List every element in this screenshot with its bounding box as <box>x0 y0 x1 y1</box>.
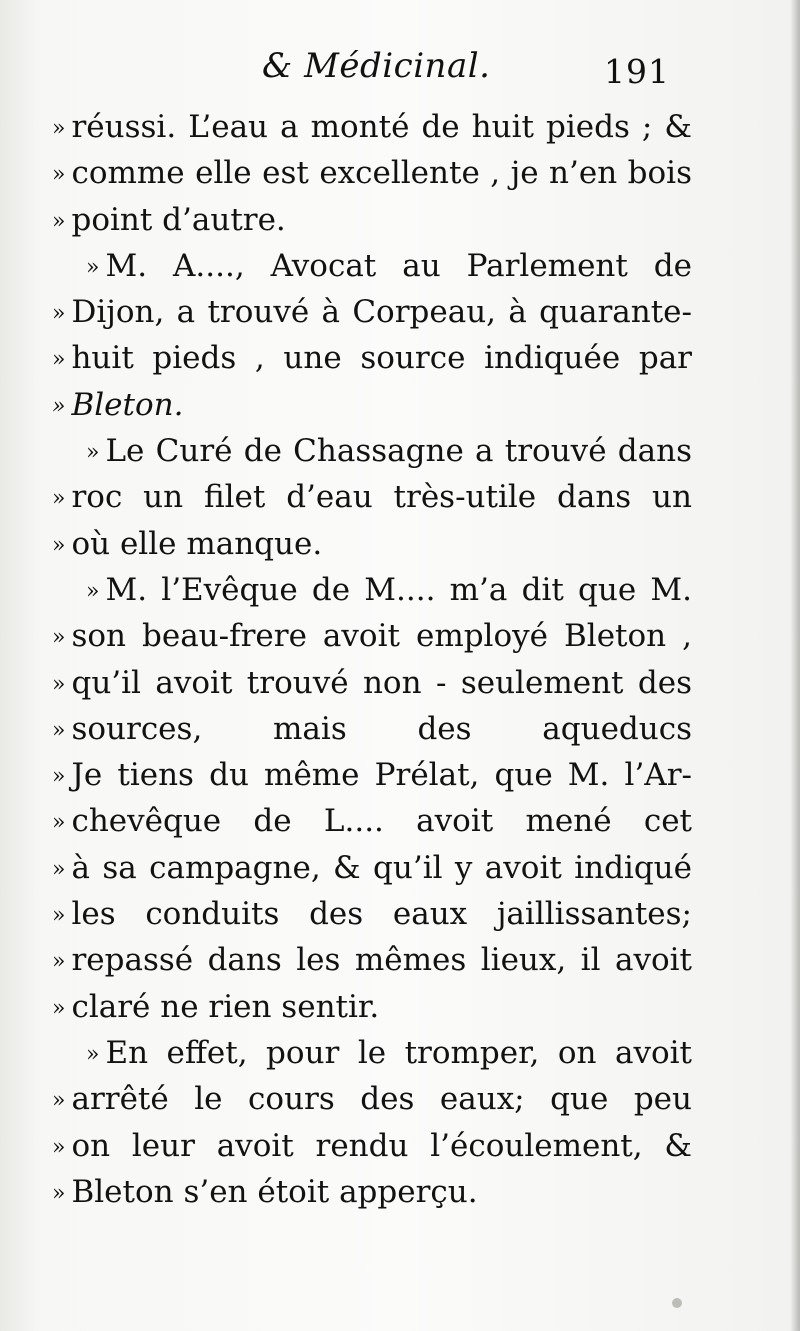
text-line: » arrêté le cours des eaux; que peu <box>52 1081 692 1118</box>
text-line: » réussi. L’eau a monté de huit pieds ; & <box>52 109 692 145</box>
text-line: » En effet, pour le tromper, on avoit <box>86 1034 692 1071</box>
text-line: » Je tiens du même Prélat, que M. l’Ar- <box>52 757 692 794</box>
text-line: » Bleton. <box>52 386 184 423</box>
text-line: » son beau-frere avoit employé Bleton , <box>52 618 692 655</box>
text-line: » où elle manque. <box>52 525 323 562</box>
text-line: » chevêque de L.... avoit mené cet <box>52 803 692 840</box>
text-line: » sources, mais des aqueducs <box>52 710 692 747</box>
text-line: » point d’autre. <box>52 201 286 238</box>
text-line: » huit pieds , une source indiquée par <box>52 340 692 377</box>
text-line: » les conduits des eaux jaillissantes; <box>52 896 692 933</box>
text-line: » M. A...., Avocat au Parlement de <box>86 247 692 284</box>
text-line: » repassé dans les mêmes lieux, il avoit <box>52 942 692 979</box>
text-line: » Le Curé de Chassagne a trouvé dans <box>86 433 692 470</box>
paper-speck <box>672 1298 682 1308</box>
text-line: » Dijon, a trouvé à Corpeau, à quarante- <box>52 294 692 331</box>
page-header <box>0 46 800 96</box>
text-line: » claré ne rien sentir. <box>52 988 380 1025</box>
text-line: » qu’il avoit trouvé non - seulement des <box>52 664 692 701</box>
page-edge-shadow <box>790 0 800 1331</box>
page-number: 191 <box>604 52 670 91</box>
running-title: & Médicinal. <box>262 46 491 86</box>
text-line: » M. l’Evêque de M.... m’a dit que M. <box>86 571 692 608</box>
text-line: » à sa campagne, & qu’il y avoit indiqué <box>52 849 692 886</box>
text-line: » Bleton s’en étoit apperçu. <box>52 1173 478 1210</box>
body-text <box>52 104 692 1215</box>
text-line: » on leur avoit rendu l’écoulement, & <box>52 1127 692 1164</box>
text-line: » comme elle est excellente , je n’en bois <box>52 155 692 192</box>
text-line: » roc un filet d’eau très-utile dans un <box>52 479 692 516</box>
